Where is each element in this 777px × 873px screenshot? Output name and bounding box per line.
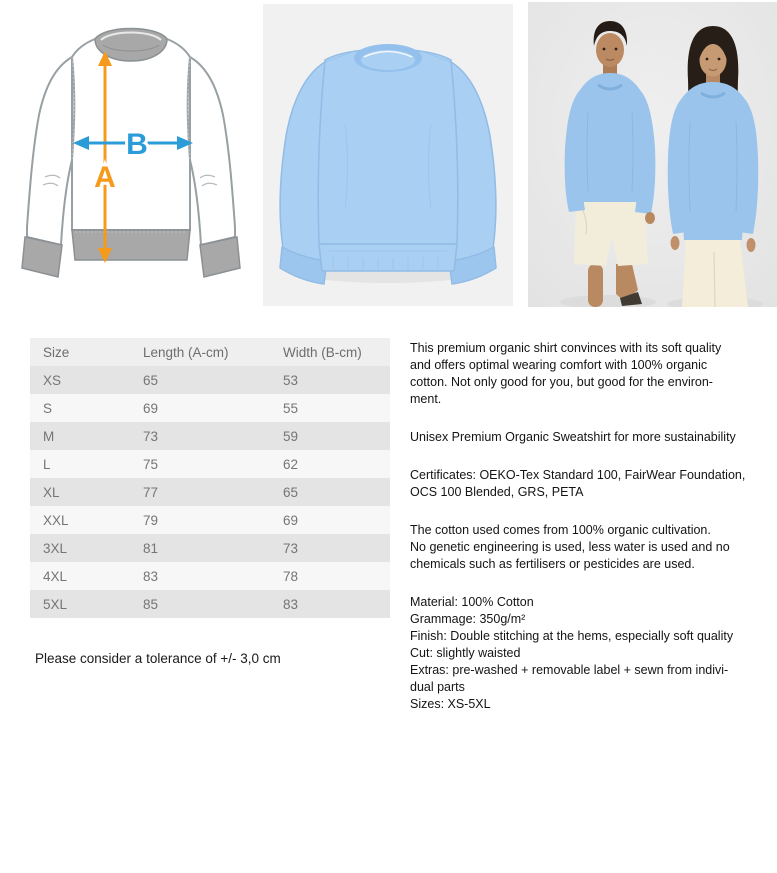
width-cell: 78 — [283, 568, 299, 584]
description-line: No genetic engineering is used, less water is used and no — [410, 540, 730, 554]
length-cell: 73 — [143, 428, 159, 444]
column-header-length: Length (A-cm) — [143, 344, 229, 360]
description-line: dual parts — [410, 680, 465, 694]
table-row — [30, 562, 390, 590]
size-cell: XL — [43, 484, 60, 500]
flat-sweatshirt — [263, 4, 513, 306]
width-cell: 69 — [283, 512, 299, 528]
product-description — [410, 340, 765, 734]
table-row — [30, 534, 390, 562]
description-line: Grammage: 350g/m² — [410, 612, 526, 626]
length-cell: 75 — [143, 456, 159, 472]
size-cell: M — [43, 428, 55, 444]
description-line: ment. — [410, 392, 442, 406]
table-row — [30, 590, 390, 618]
description-line: Sizes: XS-5XL — [410, 697, 491, 711]
width-cell: 62 — [283, 456, 299, 472]
size-cell: 4XL — [43, 568, 68, 584]
description-line: Extras: pre-washed + removable label + sewn from indivi- — [410, 663, 729, 677]
column-header-size: Size — [43, 344, 70, 360]
description-line: The cotton used comes from 100% organic cultivation. — [410, 523, 711, 537]
description-paragraph — [410, 429, 765, 446]
table-row — [30, 394, 390, 422]
product-flat-image — [263, 4, 513, 306]
size-cell: L — [43, 456, 51, 472]
size-table — [30, 338, 390, 618]
description-line: cotton. Not only good for you, but good for the environ- — [410, 375, 713, 389]
size-cell: S — [43, 400, 53, 416]
description-line: and offers optimal wearing comfort with 100% organic — [410, 358, 708, 372]
size-cell: 5XL — [43, 596, 68, 612]
size-cell: XS — [43, 372, 62, 388]
width-cell: 53 — [283, 372, 299, 388]
size-cell: 3XL — [43, 540, 68, 556]
size-cell: XXL — [43, 512, 69, 528]
description-paragraph — [410, 340, 765, 408]
table-row — [30, 506, 390, 534]
description-paragraph — [410, 467, 765, 501]
width-cell: 65 — [283, 484, 299, 500]
description-line: This premium organic shirt convinces with its soft quality — [410, 341, 722, 355]
length-cell: 85 — [143, 596, 159, 612]
length-cell: 69 — [143, 400, 159, 416]
width-cell: 59 — [283, 428, 299, 444]
description-paragraph — [410, 594, 765, 713]
sweatshirt-blue — [280, 49, 496, 284]
description-line: Cut: slightly waisted — [410, 646, 521, 660]
description-line: chemicals such as fertilisers or pesticides are used. — [410, 557, 695, 571]
length-cell: 81 — [143, 540, 159, 556]
width-cell: 73 — [283, 540, 299, 556]
size-table-header — [30, 338, 390, 366]
size-diagram-image — [15, 5, 245, 303]
description-line: OCS 100 Blended, GRS, PETA — [410, 485, 584, 499]
length-cell: 79 — [143, 512, 159, 528]
description-line: Certificates: OEKO-Tex Standard 100, FairWear Foundation, — [410, 468, 746, 482]
description-line: Finish: Double stitching at the hems, especially soft quality — [410, 629, 734, 643]
collar-ring — [354, 44, 422, 72]
measure-label-b: B — [126, 128, 148, 161]
width-cell: 55 — [283, 400, 299, 416]
tolerance-note: Please consider a tolerance of +/- 3,0 cm — [35, 651, 281, 666]
table-row — [30, 478, 390, 506]
description-line: Unisex Premium Organic Sweatshirt for more sustainability — [410, 430, 736, 444]
models-scene — [528, 2, 777, 307]
table-row — [30, 422, 390, 450]
width-cell: 83 — [283, 596, 299, 612]
sweatshirt-diagram — [15, 5, 245, 303]
length-cell: 65 — [143, 372, 159, 388]
table-row — [30, 450, 390, 478]
models-photo-image — [528, 2, 777, 307]
table-row — [30, 366, 390, 394]
length-cell: 83 — [143, 568, 159, 584]
description-line: Material: 100% Cotton — [410, 595, 534, 609]
description-paragraph — [410, 522, 765, 573]
measure-label-a: A — [94, 161, 116, 194]
column-header-width: Width (B-cm) — [283, 344, 362, 360]
length-cell: 77 — [143, 484, 159, 500]
